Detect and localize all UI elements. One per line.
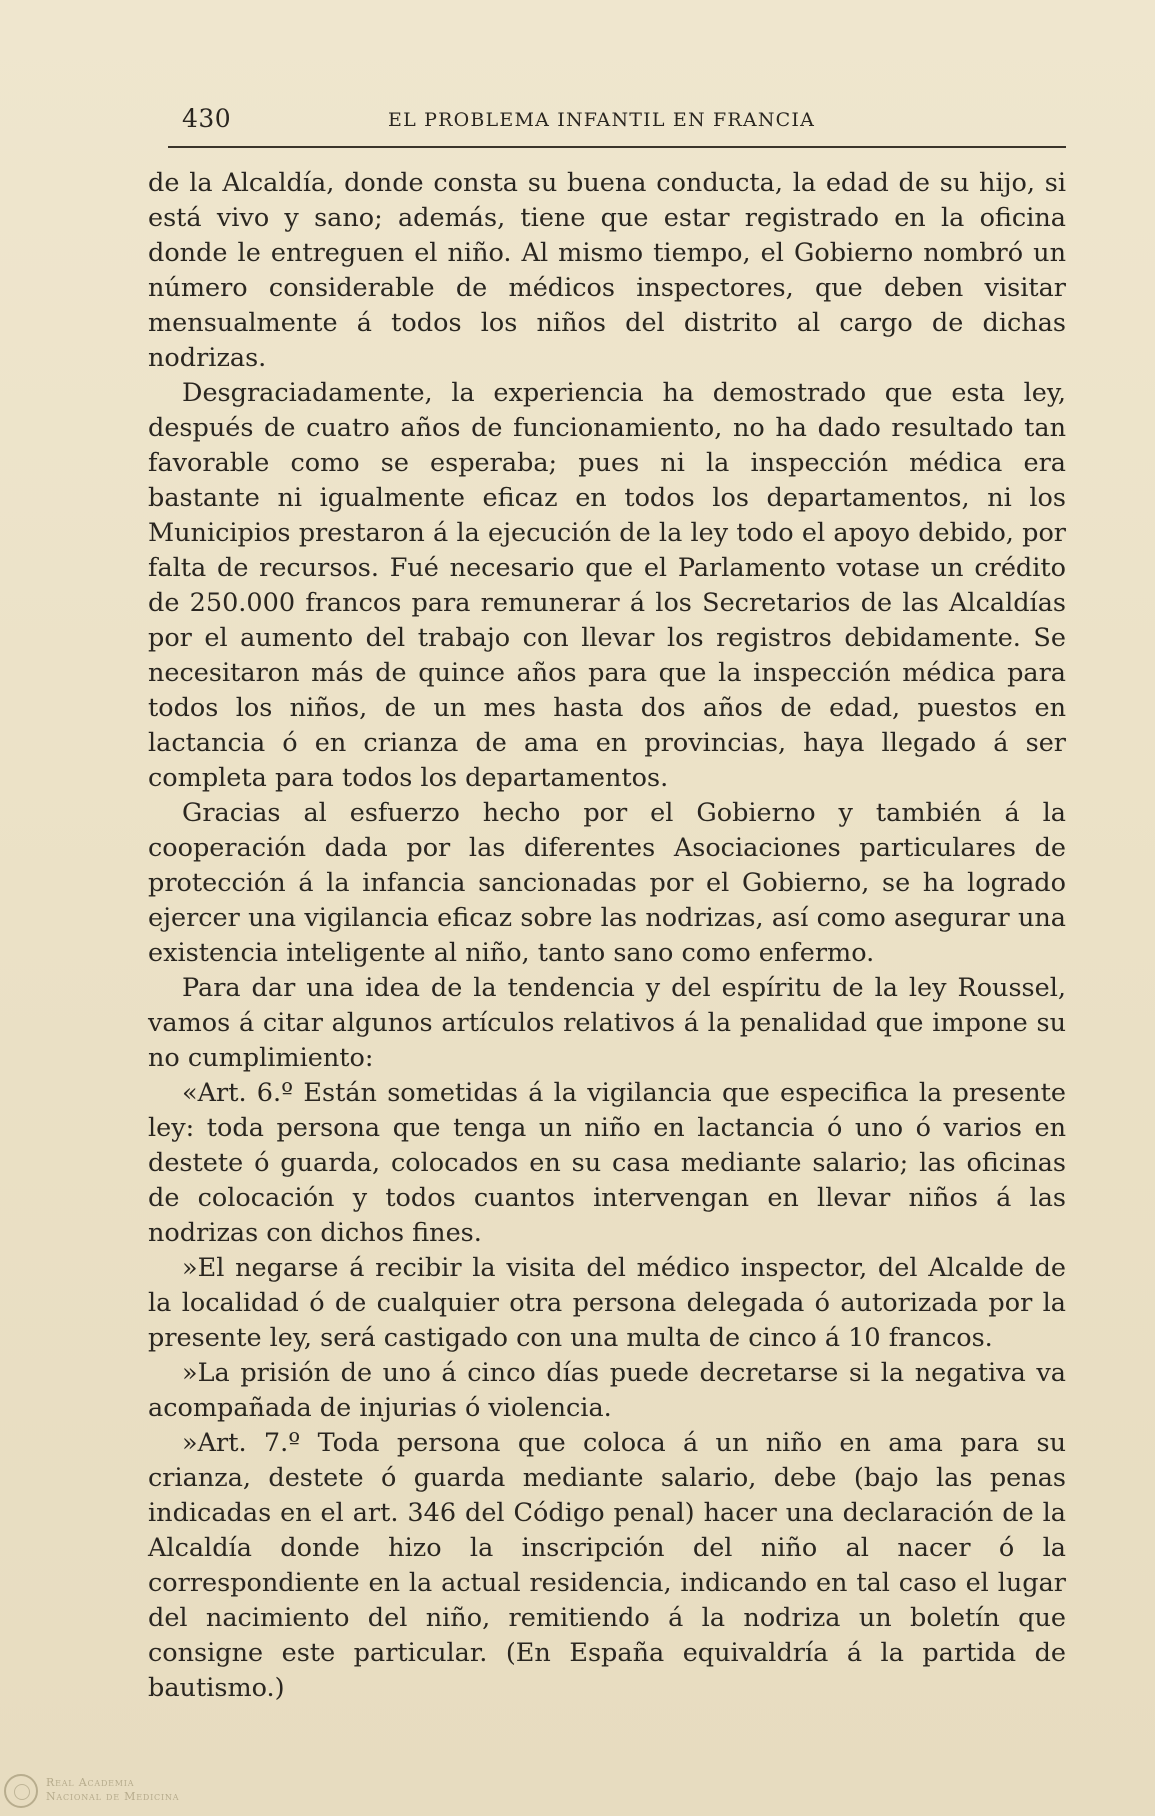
paragraph: de la Alcaldía, donde consta su buena conducta, la edad de su hijo, si está vivo y sano; además, tiene que estar registrado en la oficina donde le entreguen el niño. Al mismo tiempo, el Gobierno nombró un número considerable de médicos inspectores, que deben visitar mensualmente á todos los niños del distrito al cargo de dichas nodrizas. bbox=[148, 168, 1066, 373]
watermark-text bbox=[46, 1776, 179, 1804]
paragraph: Gracias al esfuerzo hecho por el Gobierno y también á la cooperación dada por las diferentes Asociaciones particulares de protección á la infancia sancionadas por el Gobierno, se ha logrado ejercer una vigilancia eficaz sobre las nodrizas, así como asegurar una existencia inteligente al niño, tanto sano como enfermo. bbox=[148, 798, 1066, 968]
academy-seal-icon bbox=[4, 1774, 38, 1808]
header-rule bbox=[168, 146, 1066, 148]
page-header bbox=[168, 102, 1068, 142]
watermark-line: Nacional de Medicina bbox=[46, 1790, 180, 1803]
paragraph: Desgraciadamente, la experiencia ha demostrado que esta ley, después de cuatro años de funcionamiento, no ha dado resultado tan favorable como se esperaba; pues ni la inspección médica era bastante ni igualmente eficaz en todos los departamentos, ni los Municipios prestaron á la ejecución de la ley todo el apoyo debido, por falta de recursos. Fué necesario que el Parlamento votase un crédito de 250.000 francos para remunerar á los Secretarios de las Alcaldías por el aumento del trabajo con llevar los registros debidamente. Se necesitaron más de quince años para que la inspección médica para todos los niños, de un mes hasta dos años de edad, puestos en lactancia ó en crianza de ama en provincias, haya llegado á ser completa para todos los departamentos. bbox=[148, 378, 1066, 793]
paragraph: »La prisión de uno á cinco días puede decretarse si la negativa va acompañada de injurias ó violencia. bbox=[148, 1358, 1066, 1423]
page-number: 430 bbox=[182, 104, 232, 133]
paragraph: Para dar una idea de la tendencia y del espíritu de la ley Roussel, vamos á citar algunos artículos relativos á la penalidad que impone su no cumplimiento: bbox=[148, 973, 1066, 1073]
paragraph-article-7: »Art. 7.º Toda persona que coloca á un niño en ama para su crianza, destete ó guarda mediante salario, debe (bajo las penas indicadas en el art. 346 del Código penal) hacer una declaración de la Alcaldía donde hizo la inscripción del niño al nacer ó la correspondiente en la actual residencia, indicando en tal caso el lugar del nacimiento del niño, remitiendo á la nodriza un boletín que consigne este particular. (En España equivaldría á la partida de bautismo.) bbox=[148, 1428, 1066, 1703]
paragraph-article-6: «Art. 6.º Están sometidas á la vigilancia que especifica la presente ley: toda persona que tenga un niño en lactancia ó uno ó varios en destete ó guarda, colocados en su casa mediante salario; las oficinas de colocación y todos cuantos intervengan en llevar niños á las nodrizas con dichos fines. bbox=[148, 1078, 1066, 1248]
body-text bbox=[148, 166, 1066, 1706]
paragraph: »El negarse á recibir la visita del médico inspector, del Alcalde de la localidad ó de cualquier otra persona delegada ó autorizada por la presente ley, será castigado con una multa de cinco á 10 francos. bbox=[148, 1253, 1066, 1353]
running-title: EL PROBLEMA INFANTIL EN FRANCIA bbox=[388, 109, 816, 131]
library-watermark bbox=[4, 1772, 204, 1812]
watermark-line: Real Academia bbox=[46, 1776, 135, 1789]
